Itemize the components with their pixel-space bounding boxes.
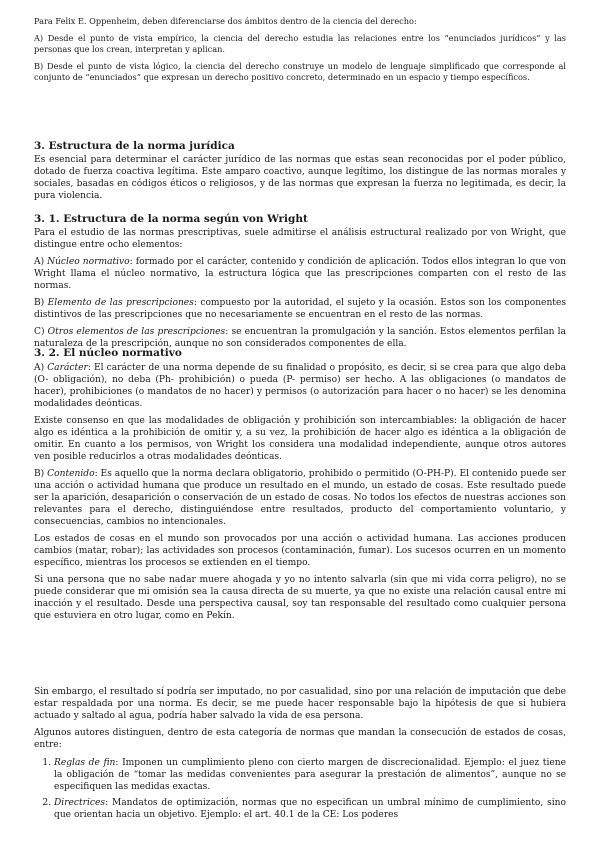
contenido-paragraph: B) Contenido: Es aquello que la norma declara obligatorio, prohibido o permitido (O-PH-P). El contenido puede ser una acción o actividad humana que produce un resultado en el mundo, un estado de cosas. Este resultado puede ser la aparición, desaparición o conservación de un estado de cosas. No todos los efectos de nuestras acciones son relevantes para el derecho, distinguiéndose entre resultados, producto del comportamiento voluntario, y consecuencias, cambios no intencionales. <box>34 469 567 527</box>
section-3-1-heading: 3. 1. Estructura de la norma según von Wright <box>34 213 308 225</box>
modalidades-paragraph: Existe consenso en que las modalidades de obligación y prohibición son intercambiables: la obligación de hacer algo es idéntica a la prohibición de omitir y, a su vez, la prohibición de hacer algo es idéntica a la obligación de omitir. En cuanto a los permisos, von Wright los considera una modalidad independiente, aunque otros autores ven posible reducirlos a otras modalidades deónticas. <box>34 416 566 462</box>
intro-paragraph-2: A) Desde el punto de vista empírico, la ciencia del derecho estudia las relaciones entre los “enunciados jurídicos” y las personas que los crean, interpretan y aplican. <box>34 33 566 54</box>
section-3-paragraph: Es esencial para determinar el carácter jurídico de las normas que estas sean reconocidas por el poder público, dotado de fuerza coactiva legítima. Este amparo coactivo, aunque legítimo, los distingue de las normas morales y sociales, basadas en códigos éticos o religiosos, y de las normas que expresan la fuerza no legitimada, es decir, la pura violencia. <box>34 155 566 201</box>
categorias-intro-paragraph: Algunos autores distinguen, dentro de esta categoría de normas que mandan la consecución de estados de cosas, entre: <box>34 728 566 750</box>
intro-paragraph-3: B) Desde el punto de vista lógico, la ciencia del derecho construye un modelo de lenguaje simplificado que corresponde al conjunto de “enunciados” que expresan un derecho positivo concreto, determinado en un espacio y tiempo específicos. <box>34 61 566 82</box>
element-a-paragraph: A) Núcleo normativo: formado por el carácter, contenido y condición de aplicación. Todos ellos integran lo que von Wright llama el núcleo normativo, la estructura lógica que las prescripciones comparten con el resto de las normas. <box>34 257 567 291</box>
section-3-2 <box>34 346 566 622</box>
list-item: 1. Reglas de fin: Imponen un cumplimiento pleno con cierto margen de discrecionalidad. Ejemplo: el juez tiene la obligación de “tomar las medidas convenientes para asegurar la prestación de alimentos”, aunque no se especifiquen las medidas exactas. <box>54 757 566 793</box>
omision-paragraph: Si una persona que no sabe nadar muere ahogada y yo no intento salvarla (sin que mi vida corra peligro), no se puede considerar que mi omisión sea la causa directa de su muerte, ya que no existe una relación causal entre mi inacción y el resultado. Desde una perspectiva causal, soy tan responsable del resultado como cualquier persona que estuviera en otro lugar, como en Pekín. <box>34 575 566 621</box>
imputacion-paragraph: Sin embargo, el resultado sí podría ser imputado, no por casualidad, sino por una relación de imputación que debe estar respaldada por una norma. Es decir, se me puede hacer responsable bajo la hipótesis de que si hubiera actuado y saltado al agua, podría haber salvado la vida de esa persona. <box>34 687 566 721</box>
norm-types-list <box>34 757 566 821</box>
element-c-paragraph: C) Otros elementos de las prescripciones: se encuentran la promulgación y la sanción. Estos elementos perfilan la naturaleza de la prescripción, aunque no son considerados componentes de ella. <box>34 327 566 349</box>
section-3-1 <box>34 212 566 350</box>
intro-paragraph-1: Para Felix E. Oppenheim, deben diferenciarse dos ámbitos dentro de la ciencia del derecho: <box>34 16 417 26</box>
element-b-paragraph: B) Elemento de las prescripciones: compuesto por la autoridad, el sujeto y la ocasión. Estos son los componentes distintivos de las prescripciones que no necesariamente se encuentran en el resto de las normas. <box>34 298 566 320</box>
caracter-paragraph: A) Carácter: El carácter de una norma depende de su finalidad o propósito, es decir, si se crea para que algo deba (O- obligación), no deba (Ph- prohibición) o pueda (P- permiso) ser hecho. A las obligaciones (o mandatos de hacer), prohibiciones (o mandatos de no hacer) y permisos (o autorización para hacer o no hacer) se les denomina modalidades deónticas. <box>34 363 567 409</box>
intro-block <box>34 16 566 83</box>
section-3-1-intro: Para el estudio de las normas prescriptivas, suele admitirse el análisis estructural realizado por von Wright, que distingue entre ocho elementos: <box>34 228 566 250</box>
section-3-2-heading: 3. 2. El núcleo normativo <box>34 347 182 359</box>
estados-de-cosas-paragraph: Los estados de cosas en el mundo son provocados por una acción o actividad humana. Las acciones producen cambios (matar, robar); las actividades son procesos (contaminación, fumar). Los sucesos ocurren en un momento específico, mientras los procesos se extienden en el tiempo. <box>34 534 566 568</box>
section-3-heading: 3. Estructura de la norma jurídica <box>34 140 235 152</box>
section-3-2-continued <box>34 686 566 825</box>
list-item: 2. Directrices: Mandatos de optimización, normas que no especifican un umbral mínimo de cumplimiento, sino que orientan hacia un objetivo. Ejemplo: el art. 40.1 de la CE: Los poderes <box>54 797 566 821</box>
section-3 <box>34 139 566 202</box>
